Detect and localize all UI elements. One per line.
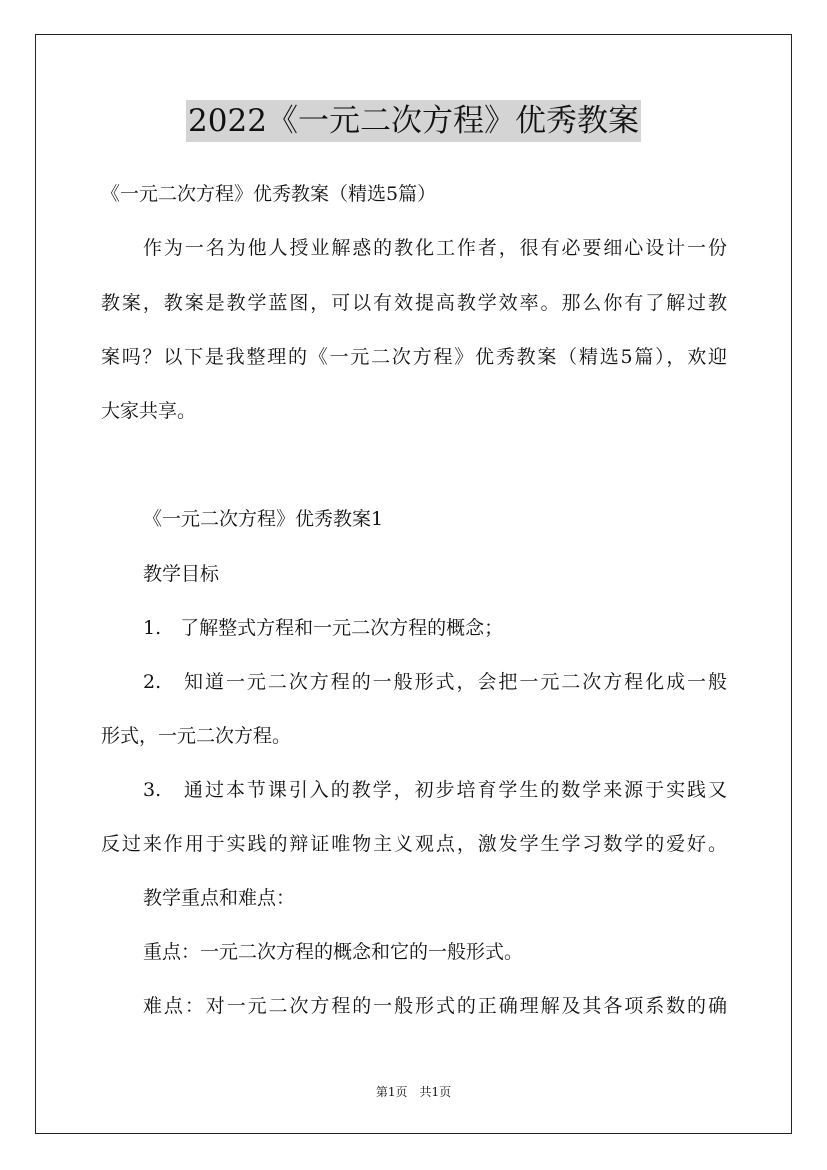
list-item: 1. 了解整式方程和一元二次方程的概念； xyxy=(143,617,504,639)
list-item-continued: 反过来作用于实践的辩证唯物主义观点，激发学生学习数学的爱好。 xyxy=(101,833,727,855)
page-footer: 第1页 共1页 xyxy=(375,1085,452,1099)
paragraph-line: 案吗？以下是我整理的《一元二次方程》优秀教案（精选5篇），欢迎 xyxy=(101,346,727,368)
key-point-line: 重点：一元二次方程的概念和它的一般形式。 xyxy=(143,941,524,963)
subtitle-line: 《一元二次方程》优秀教案（精选5篇） xyxy=(101,183,437,205)
paragraph-line: 作为一名为他人授业解惑的教化工作者，很有必要细心设计一份 xyxy=(143,237,727,259)
section-heading: 《一元二次方程》优秀教案1 xyxy=(143,508,384,530)
subheading-key-points: 教学重点和难点： xyxy=(143,887,296,909)
difficulty-line: 难点：对一元二次方程的一般形式的正确理解及其各项系数的确 xyxy=(143,995,727,1017)
paragraph-line: 大家共享。 xyxy=(101,400,197,422)
list-item: 3. 通过本节课引入的教学，初步培育学生的数学来源于实践又 xyxy=(143,779,727,801)
list-item: 2. 知道一元二次方程的一般形式，会把一元二次方程化成一般 xyxy=(143,671,727,693)
title-container xyxy=(0,100,827,142)
document-title: 2022《一元二次方程》优秀教案 xyxy=(186,100,641,142)
list-item-continued: 形式，一元二次方程。 xyxy=(101,725,292,747)
paragraph-line: 教案，教案是教学蓝图，可以有效提高教学效率。那么你有了解过教 xyxy=(101,292,727,314)
subheading-teaching-goals: 教学目标 xyxy=(143,563,220,585)
